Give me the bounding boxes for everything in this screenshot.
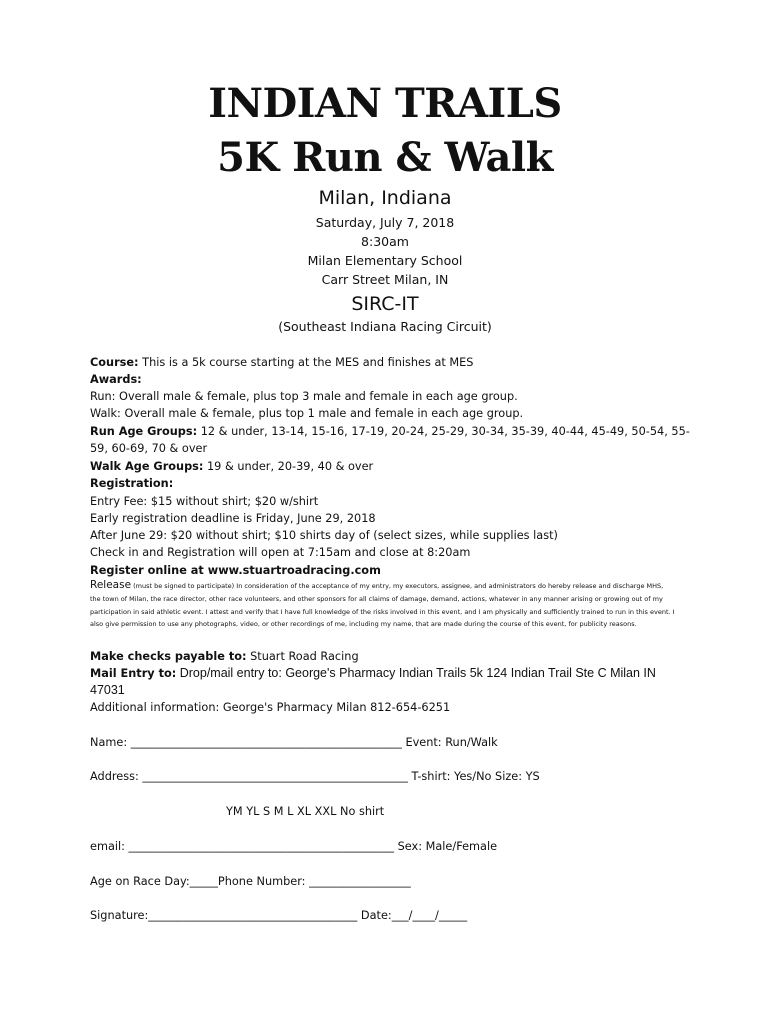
- awards-label: Awards:: [90, 373, 142, 386]
- early-deadline: Early registration deadline is Friday, June 29, 2018: [90, 512, 376, 525]
- release-label: Release: [90, 579, 132, 591]
- event-venue: Milan Elementary School: [307, 253, 463, 268]
- check-in-time: Check in and Registration will open at 7:15am and close at 8:20am: [90, 546, 471, 559]
- release-text: In consideration of the acceptance of my entry, my executors, assignee, and administrators do hereby release and discharge MHS, the town of Milan, the race director, other race volunteers, and other sponsors for all claims of damage, demand, actions, whatever in any manner arising or growing out of my participation in said athletic event. I attest and verify that I have full knowledge of the risks involved in this event, and I am physically and sufficiently trained to run in this event. I also give permission to use any photographs, video, or other recordings of me, including my name, that are made during the course of this event, for publicity reasons.: [90, 582, 675, 629]
- address-field-line[interactable]: Address: _______________________________________________ T-shirt: Yes/No Size: YS: [90, 770, 540, 783]
- event-time: 8:30am: [361, 234, 409, 249]
- course-label: Course:: [90, 356, 139, 369]
- checks-payable-line: [90, 648, 690, 665]
- course-line: [90, 354, 690, 371]
- title-line-1: INDIAN TRAILS: [208, 80, 562, 127]
- awards-run: Run: Overall male & female, plus top 3 male and female in each age group.: [90, 390, 518, 403]
- registration-line: [90, 475, 690, 492]
- entry-fee: Entry Fee: $15 without shirt; $20 w/shirt: [90, 495, 319, 508]
- mail-entry-label: Mail Entry to:: [90, 667, 177, 680]
- circuit-name: SIRC-IT: [351, 293, 419, 315]
- signature-date-line[interactable]: Signature:_____________________________________ Date:___/____/_____: [90, 909, 468, 922]
- event-city: Milan, Indiana: [318, 187, 452, 209]
- register-online-text: Register online at www.stuartroadracing.com: [90, 564, 381, 577]
- awards-line: [90, 371, 690, 388]
- email-field-line[interactable]: email: _______________________________________________ Sex: Male/Female: [90, 840, 498, 853]
- checks-payable-text: Stuart Road Racing: [246, 650, 359, 663]
- registration-label: Registration:: [90, 477, 174, 490]
- release-waiver: [90, 579, 675, 631]
- walk-age-groups-label: Walk Age Groups:: [90, 460, 204, 473]
- circuit-full-name: (Southeast Indiana Racing Circuit): [278, 319, 492, 334]
- run-age-groups-line: [90, 423, 690, 440]
- walk-age-groups-text: 19 & under, 20-39, 40 & over: [203, 460, 374, 473]
- release-note: (must be signed to participate): [131, 582, 235, 590]
- run-age-groups-text: 12 & under, 13-14, 15-16, 17-19, 20-24, 25-29, 30-34, 35-39, 40-44, 45-49, 50-54, 55-: [197, 425, 690, 438]
- run-age-groups-cont: 59, 60-69, 70 & over: [90, 442, 208, 455]
- title-line-2: 5K Run & Walk: [217, 134, 553, 181]
- checks-payable-label: Make checks payable to:: [90, 650, 247, 663]
- mail-entry-line: [90, 665, 680, 699]
- awards-walk: Walk: Overall male & female, plus top 1 male and female in each age group.: [90, 407, 524, 420]
- walk-age-groups-line: [90, 458, 690, 475]
- name-field-line[interactable]: Name: ________________________________________________ Event: Run/Walk: [90, 736, 498, 749]
- course-text: This is a 5k course starting at the MES and finishes at MES: [138, 356, 474, 369]
- age-phone-field-line[interactable]: Age on Race Day:_____Phone Number: __________________: [90, 875, 411, 888]
- after-june-fee: After June 29: $20 without shirt; $10 shirts day of (select sizes, while supplies last): [90, 529, 558, 542]
- additional-info: Additional information: George's Pharmacy Milan 812-654-6251: [90, 701, 451, 714]
- event-date: Saturday, July 7, 2018: [315, 215, 455, 230]
- event-address: Carr Street Milan, IN: [321, 272, 449, 287]
- register-online: [90, 562, 690, 579]
- run-age-groups-label: Run Age Groups:: [90, 425, 198, 438]
- shirt-sizes-line[interactable]: YM YL S M L XL XXL No shirt: [226, 805, 385, 818]
- mail-entry-text: Drop/mail entry to: George's Pharmacy Indian Trails 5k 124 Indian Trail Ste C Milan IN 47031: [90, 666, 656, 697]
